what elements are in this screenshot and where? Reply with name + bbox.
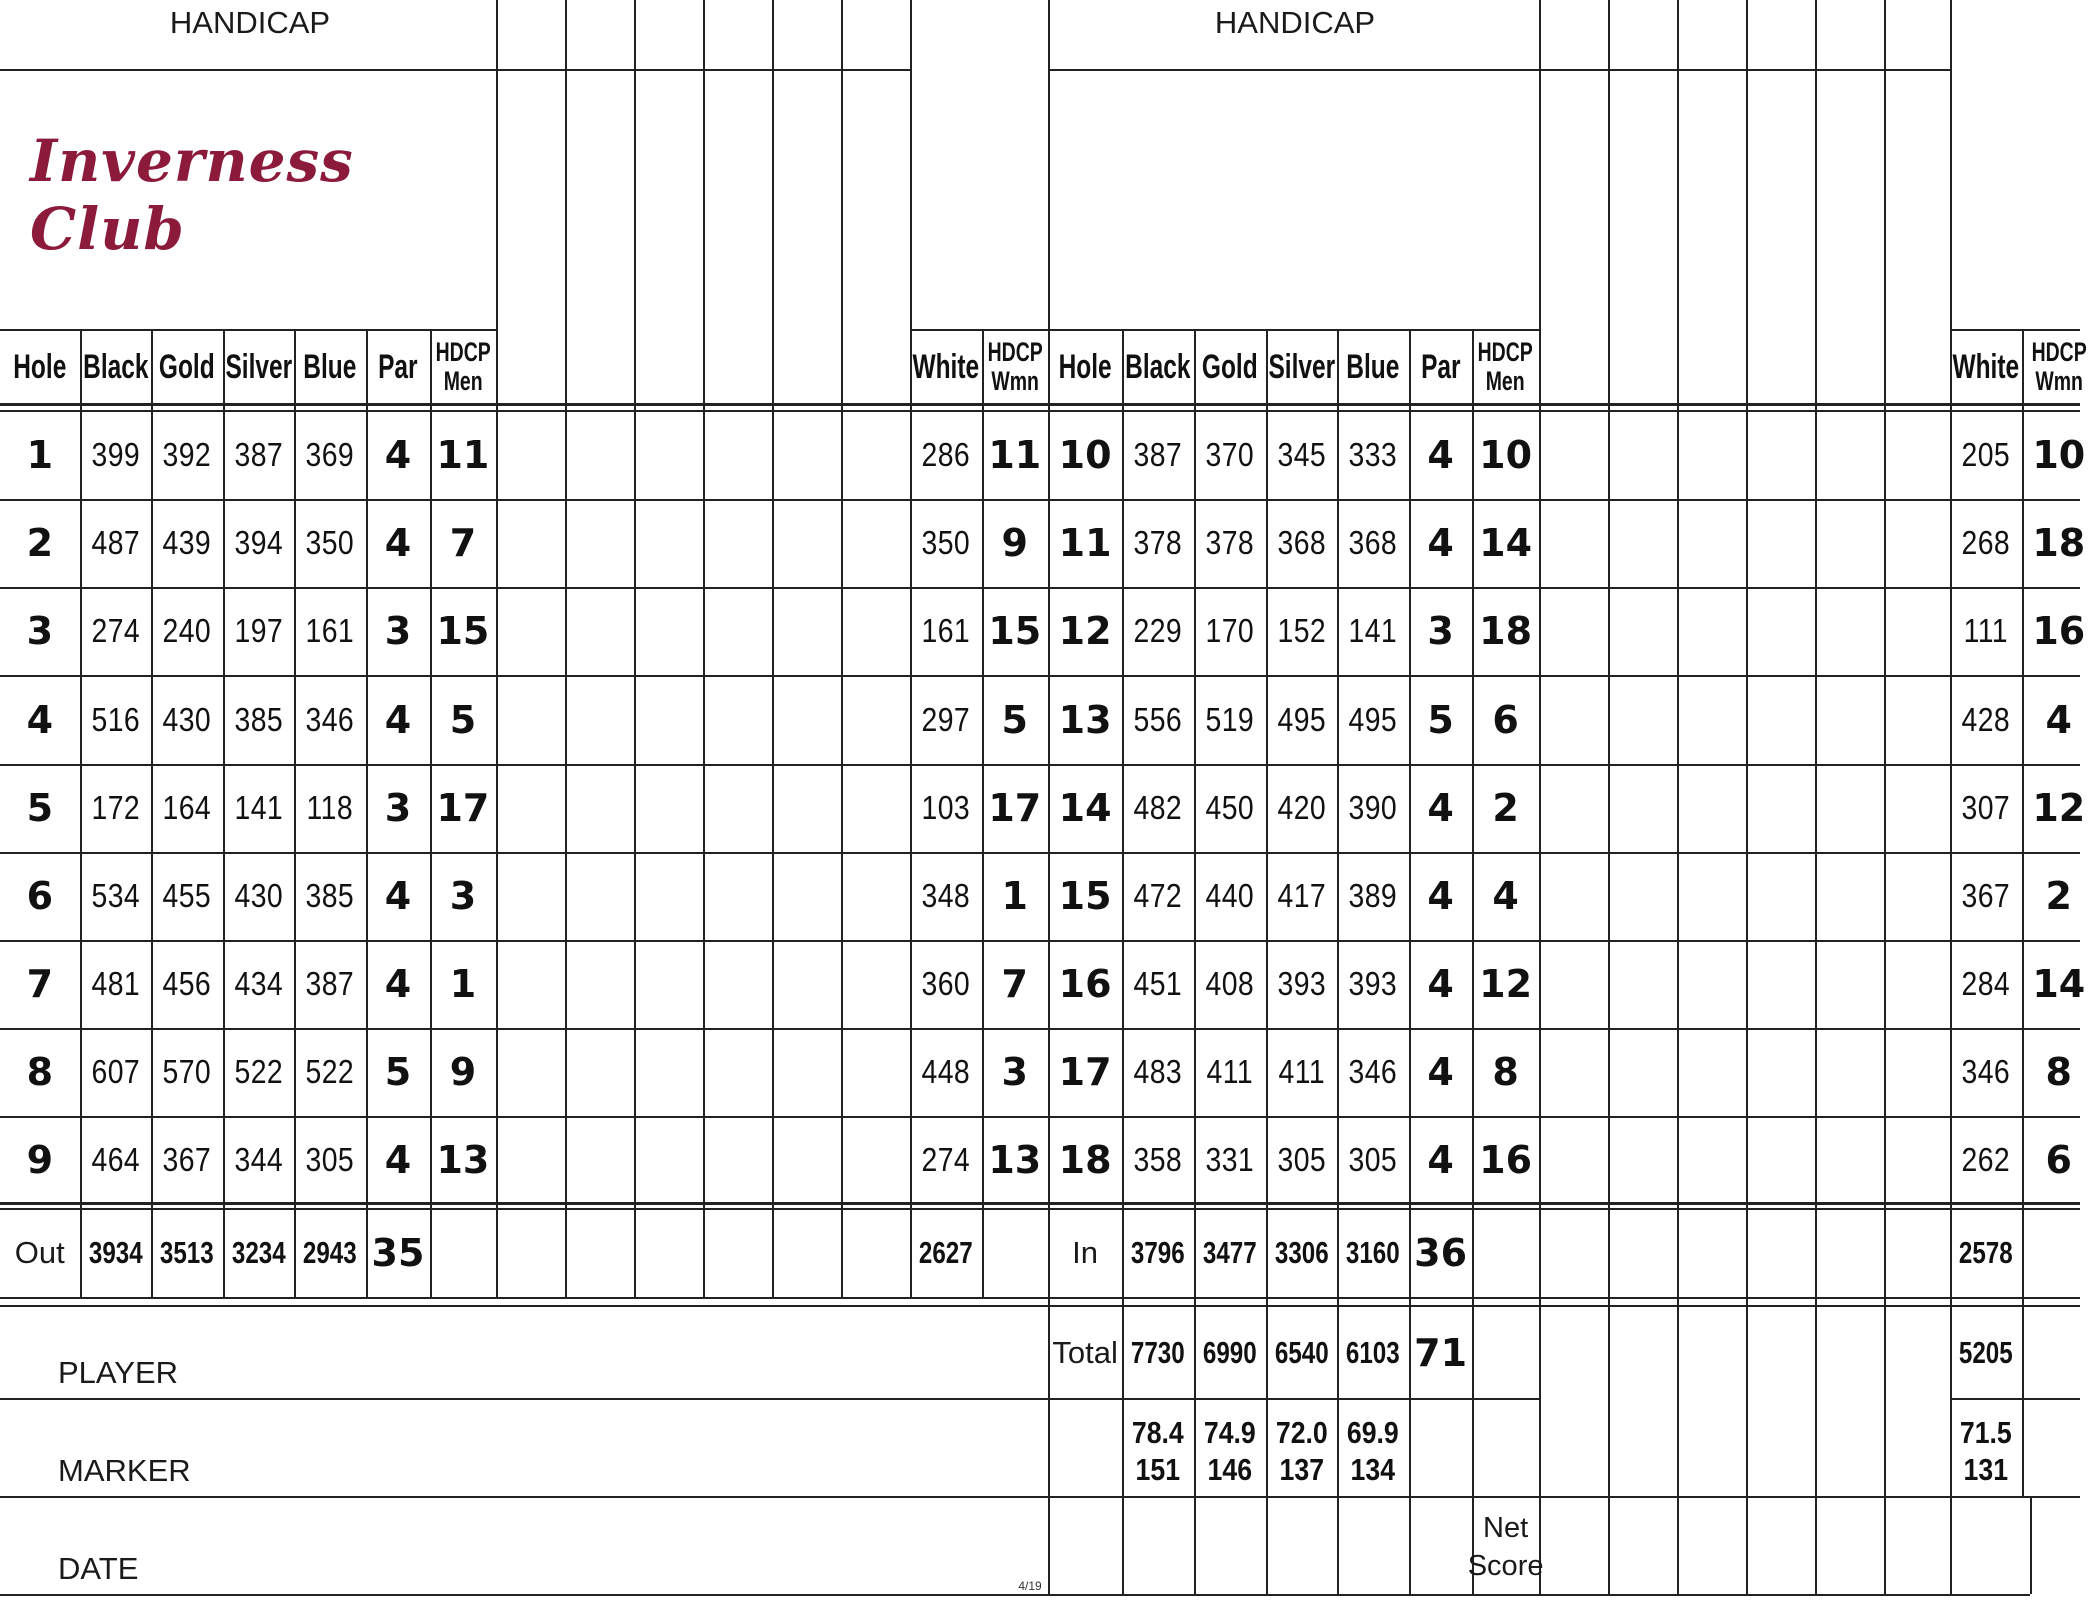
- yardage-blue: 385: [305, 876, 355, 914]
- yardage-blue: 333: [1348, 436, 1398, 474]
- net-score-line-1: Net: [1483, 1511, 1529, 1544]
- hdcp-wmn-value: 1: [1001, 873, 1028, 918]
- hole-number: 18: [1058, 1137, 1112, 1182]
- yardage-gold: 392: [162, 436, 212, 474]
- yardage-black: 451: [1133, 964, 1183, 1002]
- par-value: 4: [384, 433, 412, 478]
- version-label: 4/19: [1018, 1579, 1042, 1593]
- slope-rating: 137: [1279, 1452, 1324, 1488]
- hdcp-wmn-value: 12: [2032, 785, 2086, 830]
- grid-vline: [1677, 0, 1679, 1594]
- par-value: 3: [384, 785, 412, 830]
- yardage-blue: 369: [305, 436, 355, 474]
- course-rating: 78.4: [1132, 1415, 1184, 1451]
- yardage-white: 428: [1961, 700, 2011, 738]
- total-blue: 3160: [1346, 1234, 1400, 1270]
- front-header-par: Par: [378, 347, 418, 386]
- grid-vline: [294, 329, 296, 1297]
- yardage-black: 387: [1133, 436, 1183, 474]
- yardage-blue: 387: [305, 964, 355, 1002]
- yardage-white: 297: [921, 700, 971, 738]
- grid-vline: [1815, 0, 1817, 1594]
- grid-vline: [565, 0, 567, 1297]
- hole-number: 16: [1058, 961, 1112, 1006]
- back-header-white: White: [1952, 347, 2020, 386]
- front-header-hole: Hole: [13, 347, 67, 386]
- yardage-silver: 495: [1276, 700, 1326, 738]
- grid-hline: [1048, 1496, 2080, 1498]
- hdcp-wmn-value: 3: [1001, 1049, 1028, 1094]
- total-gold: 3513: [160, 1234, 214, 1270]
- yardage-silver: 305: [1276, 1140, 1326, 1178]
- yardage-blue: 393: [1348, 964, 1398, 1002]
- grid-vline: [634, 0, 636, 1297]
- yardage-white: 274: [921, 1140, 971, 1178]
- total-label: Total: [1052, 1335, 1118, 1371]
- grid-vline: [80, 329, 82, 1297]
- hdcp-wmn-value: 11: [988, 433, 1042, 478]
- club-logo: Inverness Club: [30, 127, 354, 263]
- yardage-gold: 370: [1205, 436, 1255, 474]
- handicap-label-front: HANDICAP: [169, 5, 331, 40]
- yardage-silver: 411: [1278, 1052, 1325, 1090]
- yardage-blue: 389: [1348, 876, 1398, 914]
- total-silver: 3306: [1274, 1234, 1329, 1270]
- hole-number: 1: [26, 433, 54, 478]
- grid-vline: [1337, 329, 1339, 1595]
- hdcp-men-value: 13: [436, 1137, 490, 1182]
- grid-vline: [772, 0, 774, 1297]
- grid-hline: [0, 1305, 2080, 1307]
- header-line-1: HDCP: [1478, 337, 1534, 368]
- hdcp-wmn-value: 16: [2032, 609, 2086, 654]
- total-par: 35: [371, 1230, 425, 1275]
- yardage-gold: 378: [1205, 524, 1255, 562]
- grid-vline: [1884, 0, 1886, 1594]
- yardage-gold: 170: [1205, 612, 1255, 650]
- rating-slope-gold: [1199, 1406, 1261, 1496]
- total-white: 2578: [1958, 1234, 2013, 1270]
- net-score-label: [1467, 1502, 1544, 1592]
- yardage-gold: 164: [162, 788, 212, 826]
- par-value: 4: [1427, 433, 1454, 478]
- yardage-silver: 141: [234, 788, 283, 826]
- yardage-white: 205: [1961, 436, 2011, 474]
- yardage-black: 516: [91, 700, 140, 738]
- yardage-gold: 439: [162, 524, 212, 562]
- hole-number: 13: [1058, 697, 1112, 742]
- yardage-silver: 420: [1276, 788, 1326, 826]
- front-header-gold: Gold: [159, 347, 215, 386]
- grid-vline: [1539, 0, 1541, 1594]
- par-value: 5: [1427, 697, 1454, 742]
- hole-number: 7: [26, 961, 54, 1006]
- hdcp-wmn-value: 4: [2045, 697, 2072, 742]
- front-header-hdcp-men: [435, 332, 491, 404]
- par-value: 4: [384, 873, 412, 918]
- hole-number: 4: [26, 697, 54, 742]
- yardage-silver: 430: [234, 876, 283, 914]
- total-white: 2627: [918, 1234, 973, 1270]
- hdcp-wmn-value: 9: [1001, 521, 1028, 566]
- yardage-gold: 331: [1205, 1140, 1255, 1178]
- yardage-white: 448: [921, 1052, 971, 1090]
- back-header-blue: Blue: [1346, 347, 1400, 386]
- hdcp-men-value: 10: [1479, 433, 1533, 478]
- header-line-2: Wmn: [991, 366, 1039, 397]
- yardage-white: 307: [1961, 788, 2011, 826]
- hole-number: 9: [26, 1137, 54, 1182]
- hole-number: 2: [26, 521, 54, 566]
- yardage-blue: 346: [305, 700, 355, 738]
- yardage-white: 367: [1961, 876, 2011, 914]
- course-rating: 69.9: [1347, 1415, 1399, 1451]
- yardage-silver: 417: [1276, 876, 1326, 914]
- yardage-silver: 387: [234, 436, 283, 474]
- grid-hline: [0, 403, 2080, 406]
- yardage-silver: 434: [234, 964, 283, 1002]
- header-line-2: Wmn: [2035, 366, 2083, 397]
- yardage-gold: 408: [1205, 964, 1255, 1002]
- back-header-hdcp-wmn: [2032, 332, 2085, 404]
- yardage-black: 483: [1133, 1052, 1183, 1090]
- yardage-silver: 368: [1276, 524, 1326, 562]
- yardage-white: 262: [1961, 1140, 2011, 1178]
- grid-hline: [0, 1496, 1048, 1498]
- yardage-gold: 450: [1205, 788, 1255, 826]
- par-value: 4: [1427, 521, 1454, 566]
- date-label: DATE: [58, 1551, 139, 1586]
- grid-vline: [496, 0, 498, 1297]
- yardage-black: 487: [91, 524, 140, 562]
- header-line-1: HDCP: [2031, 337, 2087, 368]
- yardage-gold: 456: [162, 964, 212, 1002]
- hole-number: 6: [26, 873, 54, 918]
- back-header-black: Black: [1125, 347, 1191, 386]
- hdcp-wmn-value: 13: [988, 1137, 1042, 1182]
- back-header-hole: Hole: [1058, 347, 1112, 386]
- hole-number: 10: [1058, 433, 1112, 478]
- yardage-gold: 240: [162, 612, 212, 650]
- yardage-white: 111: [1963, 612, 2009, 650]
- grid-vline: [151, 329, 153, 1297]
- yardage-white: 161: [921, 612, 971, 650]
- back-header-silver: Silver: [1267, 347, 1335, 386]
- yardage-silver: 345: [1276, 436, 1326, 474]
- total-gold: 3477: [1202, 1234, 1257, 1270]
- hdcp-men-value: 2: [1492, 785, 1519, 830]
- yardage-gold: 411: [1206, 1052, 1253, 1090]
- par-value: 4: [1427, 1137, 1454, 1182]
- marker-label: MARKER: [58, 1453, 191, 1488]
- par-value: 4: [384, 961, 412, 1006]
- par-value: 3: [384, 609, 412, 654]
- header-line-1: HDCP: [987, 337, 1043, 368]
- yardage-blue: 350: [305, 524, 355, 562]
- yardage-silver: 152: [1276, 612, 1326, 650]
- course-rating: 74.9: [1203, 1415, 1256, 1451]
- in-label: In: [1072, 1234, 1099, 1270]
- total-silver: 3234: [231, 1234, 286, 1270]
- hdcp-men-value: 12: [1479, 961, 1533, 1006]
- grid-vline: [1194, 329, 1196, 1595]
- yardage-silver: 394: [234, 524, 283, 562]
- par-value: 4: [1427, 873, 1454, 918]
- hdcp-wmn-value: 7: [1001, 961, 1028, 1006]
- yardage-silver: 393: [1276, 964, 1326, 1002]
- yardage-black: 472: [1133, 876, 1183, 914]
- hdcp-men-value: 1: [449, 961, 477, 1006]
- hdcp-men-value: 17: [436, 785, 490, 830]
- total-black: 3934: [88, 1234, 143, 1270]
- yardage-white: 348: [921, 876, 971, 914]
- yardage-gold: 430: [162, 700, 212, 738]
- hdcp-men-value: 16: [1479, 1137, 1533, 1182]
- par-value: 4: [384, 1137, 412, 1182]
- yardage-silver: 344: [234, 1140, 283, 1178]
- total-black: 7730: [1131, 1335, 1185, 1371]
- yardage-black: 534: [91, 876, 140, 914]
- total-silver: 6540: [1274, 1335, 1329, 1371]
- hdcp-men-value: 15: [436, 609, 490, 654]
- yardage-black: 399: [91, 436, 140, 474]
- grid-vline: [1122, 329, 1124, 1595]
- yardage-white: 103: [921, 788, 971, 826]
- yardage-black: 482: [1133, 788, 1183, 826]
- yardage-black: 481: [91, 964, 140, 1002]
- grid-vline: [841, 0, 843, 1297]
- hdcp-wmn-value: 14: [2032, 961, 2086, 1006]
- yardage-silver: 385: [234, 700, 283, 738]
- hole-number: 15: [1058, 873, 1112, 918]
- hdcp-men-value: 9: [449, 1049, 477, 1094]
- hdcp-men-value: 14: [1479, 521, 1533, 566]
- grid-vline: [1608, 0, 1610, 1594]
- yardage-gold: 570: [162, 1052, 212, 1090]
- player-label: PLAYER: [58, 1355, 179, 1390]
- yardage-black: 556: [1133, 700, 1183, 738]
- course-rating: 72.0: [1275, 1415, 1328, 1451]
- par-value: 4: [1427, 785, 1454, 830]
- yardage-white: 346: [1961, 1052, 2011, 1090]
- par-value: 5: [384, 1049, 412, 1094]
- yardage-blue: 305: [1348, 1140, 1398, 1178]
- par-value: 4: [384, 697, 412, 742]
- yardage-black: 229: [1133, 612, 1183, 650]
- par-value: 4: [1427, 961, 1454, 1006]
- yardage-blue: 305: [305, 1140, 355, 1178]
- hdcp-men-value: 6: [1492, 697, 1519, 742]
- hdcp-men-value: 18: [1479, 609, 1533, 654]
- hdcp-men-value: 8: [1492, 1049, 1519, 1094]
- total-blue: 2943: [303, 1234, 358, 1270]
- grid-vline: [703, 0, 705, 1297]
- header-line-2: Men: [443, 366, 483, 397]
- total-black: 3796: [1131, 1234, 1185, 1270]
- yardage-blue: 495: [1348, 700, 1398, 738]
- par-value: 4: [1427, 1049, 1454, 1094]
- yardage-black: 378: [1133, 524, 1183, 562]
- yardage-white: 350: [921, 524, 971, 562]
- total-par: 71: [1414, 1331, 1468, 1376]
- yardage-gold: 455: [162, 876, 212, 914]
- slope-rating: 151: [1135, 1452, 1181, 1488]
- yardage-black: 464: [91, 1140, 140, 1178]
- grid-vline: [223, 329, 225, 1297]
- hdcp-wmn-value: 2: [2045, 873, 2072, 918]
- total-par: 36: [1414, 1230, 1468, 1275]
- hdcp-men-value: 5: [449, 697, 477, 742]
- front-header-hdcp-wmn: [987, 332, 1043, 404]
- hdcp-men-value: 3: [449, 873, 477, 918]
- par-value: 4: [384, 521, 412, 566]
- slope-rating: 146: [1207, 1452, 1252, 1488]
- yardage-silver: 522: [234, 1052, 283, 1090]
- grid-vline: [1746, 0, 1748, 1594]
- net-score-line-2: Score: [1467, 1549, 1544, 1582]
- yardage-blue: 141: [1348, 612, 1398, 650]
- hole-number: 17: [1058, 1049, 1112, 1094]
- hdcp-wmn-value: 8: [2045, 1049, 2072, 1094]
- yardage-black: 274: [91, 612, 140, 650]
- hole-number: 12: [1058, 609, 1112, 654]
- front-header-silver: Silver: [225, 347, 293, 386]
- total-white: 5205: [1958, 1335, 2013, 1371]
- yardage-white: 286: [921, 436, 971, 474]
- yardage-white: 360: [921, 964, 971, 1002]
- yardage-white: 268: [1961, 524, 2011, 562]
- header-line-1: HDCP: [435, 337, 491, 368]
- rating-slope-blue: [1342, 1406, 1404, 1496]
- front-header-blue: Blue: [303, 347, 357, 386]
- hole-number: 14: [1058, 785, 1112, 830]
- grid-vline: [1950, 0, 1952, 1594]
- yardage-blue: 346: [1348, 1052, 1398, 1090]
- yardage-black: 358: [1133, 1140, 1183, 1178]
- yardage-black: 607: [91, 1052, 140, 1090]
- yardage-gold: 367: [162, 1140, 212, 1178]
- total-blue: 6103: [1346, 1335, 1400, 1371]
- back-header-hdcp-men: [1478, 332, 1534, 404]
- hdcp-men-value: 4: [1492, 873, 1519, 918]
- rating-slope-black: [1127, 1406, 1189, 1496]
- yardage-gold: 519: [1205, 700, 1255, 738]
- slope-rating: 131: [1963, 1452, 2009, 1488]
- back-header-par: Par: [1420, 347, 1461, 386]
- grid-hline: [1950, 1398, 2080, 1400]
- yardage-silver: 197: [234, 612, 283, 650]
- hole-number: 11: [1058, 521, 1112, 566]
- rating-slope-silver: [1271, 1406, 1333, 1496]
- yardage-black: 172: [91, 788, 140, 826]
- yardage-blue: 118: [307, 788, 354, 826]
- yardage-blue: 522: [305, 1052, 355, 1090]
- par-value: 3: [1427, 609, 1454, 654]
- handicap-label-back: HANDICAP: [1214, 5, 1376, 40]
- yardage-blue: 390: [1348, 788, 1398, 826]
- yardage-blue: 368: [1348, 524, 1398, 562]
- front-header-white: White: [912, 347, 980, 386]
- grid-vline: [1266, 329, 1268, 1595]
- yardage-white: 284: [1961, 964, 2011, 1002]
- yardage-blue: 161: [305, 612, 355, 650]
- grid-hline: [0, 329, 496, 331]
- slope-rating: 134: [1350, 1452, 1396, 1488]
- yardage-gold: 440: [1205, 876, 1255, 914]
- hdcp-men-value: 7: [449, 521, 477, 566]
- grid-hline: [0, 1297, 2080, 1299]
- hdcp-wmn-value: 18: [2032, 521, 2086, 566]
- out-label: Out: [14, 1234, 65, 1270]
- back-header-gold: Gold: [1201, 347, 1258, 386]
- hole-number: 8: [26, 1049, 54, 1094]
- hdcp-wmn-value: 5: [1001, 697, 1028, 742]
- hdcp-wmn-value: 17: [988, 785, 1042, 830]
- hole-number: 3: [26, 609, 54, 654]
- front-header-black: Black: [82, 347, 149, 386]
- hole-number: 5: [26, 785, 54, 830]
- total-gold: 6990: [1202, 1335, 1257, 1371]
- grid-vline: [910, 0, 912, 1297]
- course-rating: 71.5: [1959, 1415, 2012, 1451]
- grid-hline: [0, 1398, 1539, 1400]
- header-line-2: Men: [1486, 366, 1526, 397]
- hdcp-wmn-value: 6: [2045, 1137, 2072, 1182]
- rating-slope-white: [1955, 1406, 2017, 1496]
- hdcp-wmn-value: 15: [988, 609, 1042, 654]
- grid-vline: [2030, 1496, 2032, 1594]
- hdcp-men-value: 11: [436, 433, 490, 478]
- hdcp-wmn-value: 10: [2032, 433, 2086, 478]
